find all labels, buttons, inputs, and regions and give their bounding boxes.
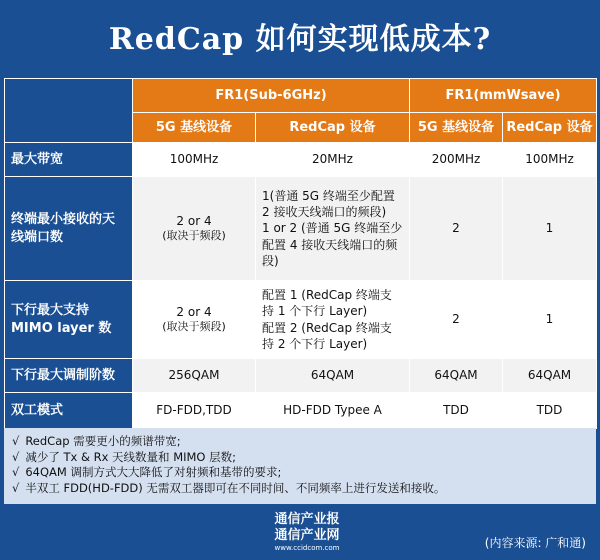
table-cell: 256QAM	[133, 359, 256, 393]
table-cell: 64QAM	[410, 359, 503, 393]
note-text: RedCap 需要更小的频谱带宽;	[25, 434, 181, 448]
note-item	[12, 450, 588, 466]
subheader-5g-baseline: 5G 基线设备	[410, 113, 503, 143]
check-icon: √	[12, 434, 20, 448]
logo-line-1: 通信产业报	[274, 512, 340, 527]
cell-option-text: 配置 1 (RedCap 终端支持 1 个下行 Layer)	[262, 288, 392, 319]
cell-option-text: 1 or 2 (普通 5G 终端至少配置 4 接收天线端口的频段)	[262, 221, 403, 268]
check-icon: √	[12, 465, 20, 479]
table-cell	[256, 281, 410, 359]
row-label-modulation: 下行最大调制阶数	[5, 359, 133, 393]
note-item	[12, 481, 588, 497]
table-cell: 20MHz	[256, 143, 410, 177]
cell-main-text: 2 or 4	[176, 213, 212, 228]
note-item	[12, 465, 588, 481]
cell-option-text: 配置 2 (RedCap 终端支持 2 个下行 Layer)	[262, 320, 392, 351]
cell-option-text: 1(普通 5G 终端至少配置 2 接收天线端口的频段)	[262, 189, 395, 220]
table-row	[5, 359, 597, 393]
logo-url: www.ccidcom.com	[274, 544, 340, 552]
table-cell: 1	[503, 281, 597, 359]
table-cell: HD-FDD Typee A	[256, 393, 410, 429]
cell-note-text: (取决于频段)	[162, 320, 226, 334]
row-label-max-bandwidth: 最大带宽	[5, 143, 133, 177]
table-cell: FD-FDD,TDD	[133, 393, 256, 429]
footer	[0, 506, 600, 560]
note-item	[12, 434, 588, 450]
table-cell: 2	[410, 281, 503, 359]
table-cell	[133, 281, 256, 359]
table-corner	[5, 79, 133, 143]
table-cell: 2	[410, 177, 503, 281]
row-label-mimo-layers: 下行最大支持 MIMO layer 数	[5, 281, 133, 359]
group-header-sub6: FR1(Sub-6GHz)	[133, 79, 410, 113]
table-row	[5, 393, 597, 429]
note-text: 64QAM 调制方式大大降低了对射频和基带的要求;	[25, 465, 282, 479]
content-source: (内容来源: 广和通)	[484, 536, 586, 550]
table-cell: TDD	[410, 393, 503, 429]
table-cell: 64QAM	[256, 359, 410, 393]
row-label-min-antenna-ports: 终端最小接收的天线端口数	[5, 177, 133, 281]
table-cell: 64QAM	[503, 359, 597, 393]
cell-main-text: 2 or 4	[176, 304, 212, 319]
table-cell: TDD	[503, 393, 597, 429]
table-cell	[256, 177, 410, 281]
table-group-header-row	[5, 79, 597, 113]
table-cell: 100MHz	[133, 143, 256, 177]
note-text: 减少了 Tx & Rx 天线数量和 MIMO 层数;	[25, 449, 237, 464]
brand-logo	[262, 512, 352, 553]
group-header-mmw: FR1(mmWsave)	[410, 79, 597, 113]
table-row	[5, 177, 597, 281]
table-row	[5, 281, 597, 359]
comparison-table	[4, 78, 597, 429]
table-cell: 100MHz	[503, 143, 597, 177]
row-label-duplex-mode: 双工模式	[5, 393, 133, 429]
page-title: RedCap 如何实现低成本?	[108, 22, 492, 57]
logo-line-2: 通信产业网	[274, 528, 340, 543]
table-cell: 200MHz	[410, 143, 503, 177]
check-icon: √	[12, 449, 20, 464]
cell-note-text: (取决于频段)	[162, 229, 226, 243]
table-cell	[133, 177, 256, 281]
subheader-5g-baseline: 5G 基线设备	[133, 113, 256, 143]
title-bar	[0, 0, 600, 72]
subheader-redcap: RedCap 设备	[503, 113, 597, 143]
note-text: 半双工 FDD(HD-FDD) 无需双工器即可在不同时间、不同频率上进行发送和接收。	[25, 480, 446, 495]
check-icon: √	[12, 480, 20, 495]
notes-panel	[4, 428, 596, 504]
table-cell: 1	[503, 177, 597, 281]
subheader-redcap: RedCap 设备	[256, 113, 410, 143]
table-row	[5, 143, 597, 177]
